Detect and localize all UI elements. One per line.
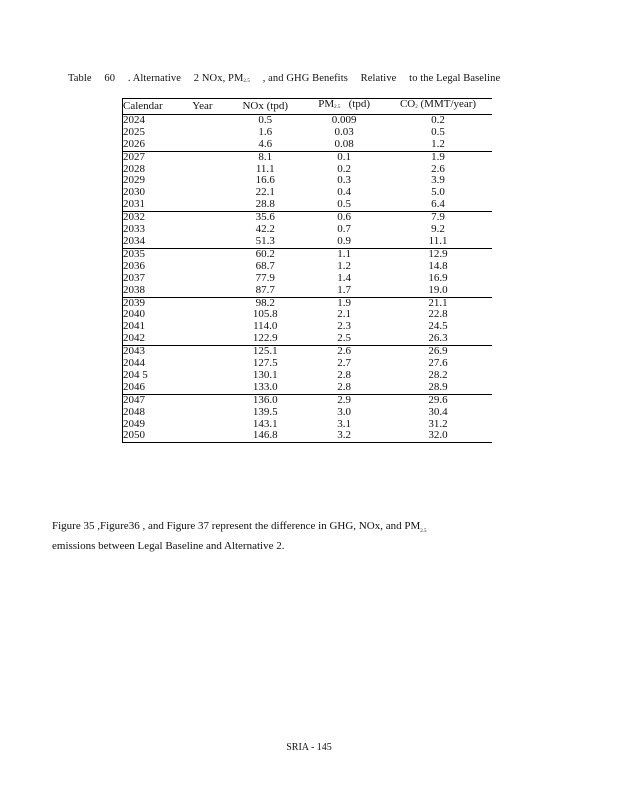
blank-cell (178, 297, 226, 309)
blank-cell (178, 187, 226, 199)
co2-cell: 9.2 (431, 223, 445, 236)
year-cell: 2048 (123, 407, 179, 419)
blank-cell (178, 261, 226, 273)
table-row (123, 394, 493, 406)
nox-cell: 136.0 (226, 394, 304, 406)
blank-cell (178, 151, 226, 163)
nox-cell: 98.2 (226, 297, 304, 309)
table-row (123, 382, 493, 394)
year-cell: 2033 (123, 224, 179, 236)
table-row (123, 407, 493, 419)
caption-text-3: , and GHG Benefits (262, 73, 348, 84)
nox-cell: 143.1 (252, 417, 278, 430)
co2-cell: 21.1 (384, 297, 492, 309)
pm-cell: 0.5 (337, 198, 351, 211)
caption-number: 60 (104, 73, 116, 84)
pm-cell: 1.1 (304, 248, 384, 260)
year-cell: 2041 (123, 321, 179, 333)
pm-cell: 0.4 (337, 186, 351, 199)
table-row (123, 114, 493, 126)
year-cell: 2026 (123, 139, 179, 151)
blank-cell (178, 321, 226, 333)
co2-cell: 2.6 (431, 162, 445, 175)
pm-cell: 2.6 (304, 346, 384, 358)
blank-cell (178, 248, 226, 260)
year-cell: 2039 (123, 297, 179, 309)
pm-cell: 2.9 (304, 394, 384, 406)
blank-cell (178, 175, 226, 187)
caption-label: Table (68, 73, 92, 84)
co2-cell: 29.6 (384, 394, 492, 406)
year-cell: 2035 (123, 248, 179, 260)
pm-cell: 2.5 (337, 332, 351, 345)
caption-text-5: to the Legal Baseline (409, 73, 501, 84)
nox-cell: 139.5 (252, 405, 278, 418)
year-cell: 2031 (123, 199, 179, 211)
nox-cell: 114.0 (253, 320, 278, 333)
co2-cell: 0.5 (431, 125, 445, 138)
nox-cell: 28.8 (255, 198, 275, 211)
co2-cell: 0.2 (384, 114, 492, 126)
nox-cell: 68.7 (255, 259, 275, 272)
blank-cell (178, 430, 226, 442)
year-cell: 2043 (123, 346, 179, 358)
pm-cell: 2.8 (337, 380, 351, 393)
nox-cell: 127.5 (252, 357, 278, 370)
pm-cell: 2.7 (337, 357, 351, 370)
nox-cell: 87.7 (255, 283, 275, 296)
blank-cell (178, 273, 226, 285)
paragraph-line-1: Figure 35 ,Figure36 , and Figure 37 represent the difference in GHG, NOx, and $PM_{2.5}$ (52, 520, 427, 535)
pm-cell: 3.1 (337, 417, 351, 430)
year-cell: 2042 (123, 333, 179, 345)
table-row (123, 333, 493, 345)
nox-cell: 60.2 (226, 248, 304, 260)
blank-cell (178, 382, 226, 394)
nox-cell: 125.1 (226, 346, 304, 358)
year-cell: 2044 (123, 358, 179, 370)
nox-cell: 42.2 (255, 223, 275, 236)
blank-cell (178, 114, 226, 126)
co2-cell: 14.8 (428, 259, 448, 272)
nox-cell: 51.3 (255, 234, 275, 247)
pm-cell: 1.7 (337, 283, 351, 296)
page-number: SRIA - 145 (286, 742, 332, 753)
co2-cell: 27.6 (428, 357, 448, 370)
table-row (123, 199, 493, 211)
nox-cell: 77.9 (255, 271, 275, 284)
nox-cell: 4.6 (258, 137, 273, 150)
blank-cell (178, 236, 226, 248)
year-cell: 2040 (123, 309, 179, 321)
header-co2: $CO_2$ (MMT/year) (384, 99, 492, 115)
nox-cell: 1.6 (258, 125, 273, 138)
pm-cell: 0.6 (304, 212, 384, 224)
nox-cell: 8.1 (226, 151, 304, 163)
blank-cell (178, 127, 226, 139)
nox-cell: 0.5 (226, 114, 304, 126)
nox-cell: 35.6 (226, 212, 304, 224)
pm-cell: 3.0 (337, 405, 351, 418)
year-cell: 2025 (123, 127, 179, 139)
co2-cell: 32.0 (384, 430, 492, 442)
blank-cell (178, 212, 226, 224)
pm-cell: 3.2 (304, 430, 384, 442)
co2-cell: 26.3 (428, 332, 448, 345)
year-cell: 2027 (123, 151, 179, 163)
nox-cell: 16.6 (255, 174, 275, 187)
table-row (123, 273, 493, 285)
nox-cell: 130.1 (252, 368, 278, 381)
pm-cell: 2.8 (337, 368, 351, 381)
co2-cell: 30.4 (428, 405, 448, 418)
pm-cell: 1.4 (337, 271, 351, 284)
header-pm: $PM_{2.5}$ (tpd) (304, 99, 384, 115)
header-nox: NOx (tpd) (226, 99, 304, 115)
co2-cell: 5.0 (431, 186, 445, 199)
nox-cell: 22.1 (255, 186, 275, 199)
blank-cell (178, 285, 226, 297)
year-cell: 204 5 (123, 370, 179, 382)
blank-cell (178, 333, 226, 345)
blank-cell (178, 419, 226, 431)
year-cell: 2032 (123, 212, 179, 224)
year-cell: 2049 (123, 419, 179, 431)
table-row (123, 261, 493, 273)
co2-cell: 7.9 (384, 212, 492, 224)
pm-cell: 0.03 (334, 125, 354, 138)
pm-cell: 0.7 (337, 223, 351, 236)
header-year: Year (178, 99, 226, 115)
year-cell: 2030 (123, 187, 179, 199)
year-cell: 2038 (123, 285, 179, 297)
figure-reference-paragraph (52, 519, 532, 554)
caption-text-4: Relative (360, 73, 397, 84)
co2-cell: 28.2 (428, 368, 448, 381)
table-row (123, 285, 493, 297)
blank-cell (178, 309, 226, 321)
blank-cell (178, 407, 226, 419)
caption-text-2: 2 NOx, $PM_{2.5}$ (193, 73, 250, 84)
table-caption (68, 73, 538, 84)
blank-cell (178, 358, 226, 370)
caption-text-1: . Alternative (127, 73, 182, 84)
blank-cell (178, 224, 226, 236)
benefits-table (122, 98, 492, 443)
pm-cell: 0.3 (337, 174, 351, 187)
blank-cell (178, 164, 226, 176)
table-row (123, 139, 493, 151)
year-cell: 2029 (123, 175, 179, 187)
pm-cell: 0.009 (304, 114, 384, 126)
year-cell: 2028 (123, 164, 179, 176)
table-header-row (123, 99, 493, 115)
pm-cell: 0.1 (304, 151, 384, 163)
table-row (123, 127, 493, 139)
year-cell: 2046 (123, 382, 179, 394)
table-row (123, 430, 493, 442)
pm-cell: 0.9 (337, 234, 351, 247)
co2-cell: 1.9 (384, 151, 492, 163)
co2-cell: 3.9 (431, 174, 445, 187)
table-row (123, 248, 493, 260)
pm-cell: 2.1 (337, 308, 351, 321)
table-row (123, 236, 493, 248)
year-cell: 2037 (123, 273, 179, 285)
co2-cell: 26.9 (384, 346, 492, 358)
nox-cell: 133.0 (252, 380, 278, 393)
blank-cell (178, 199, 226, 211)
nox-cell: 122.9 (252, 332, 278, 345)
co2-cell: 24.5 (428, 320, 448, 333)
blank-cell (178, 370, 226, 382)
pm-cell: 1.9 (304, 297, 384, 309)
co2-cell: 28.9 (428, 380, 448, 393)
header-calendar: Calendar (123, 99, 179, 115)
co2-cell: 31.2 (428, 417, 448, 430)
blank-cell (178, 346, 226, 358)
co2-cell: 16.9 (428, 271, 448, 284)
co2-cell: 6.4 (431, 198, 445, 211)
blank-cell (178, 139, 226, 151)
paragraph-line-2: emissions between Legal Baseline and Alternative 2. (52, 540, 285, 553)
pm-cell: 1.2 (337, 259, 351, 272)
table-row (123, 151, 493, 163)
co2-cell: 11.1 (428, 234, 448, 247)
year-cell: 2050 (123, 430, 179, 442)
blank-cell (178, 394, 226, 406)
co2-cell: 1.2 (431, 137, 445, 150)
nox-cell: 146.8 (226, 430, 304, 442)
pm-cell: 2.3 (337, 320, 351, 333)
year-cell: 2036 (123, 261, 179, 273)
pm-cell: 0.2 (337, 162, 351, 175)
year-cell: 2034 (123, 236, 179, 248)
nox-cell: 105.8 (252, 308, 278, 321)
co2-cell: 22.8 (428, 308, 448, 321)
pm-cell: 0.08 (334, 137, 354, 150)
co2-cell: 12.9 (384, 248, 492, 260)
year-cell: 2024 (123, 114, 179, 126)
co2-cell: 19.0 (428, 283, 448, 296)
nox-cell: 11.1 (255, 162, 275, 175)
year-cell: 2047 (123, 394, 179, 406)
